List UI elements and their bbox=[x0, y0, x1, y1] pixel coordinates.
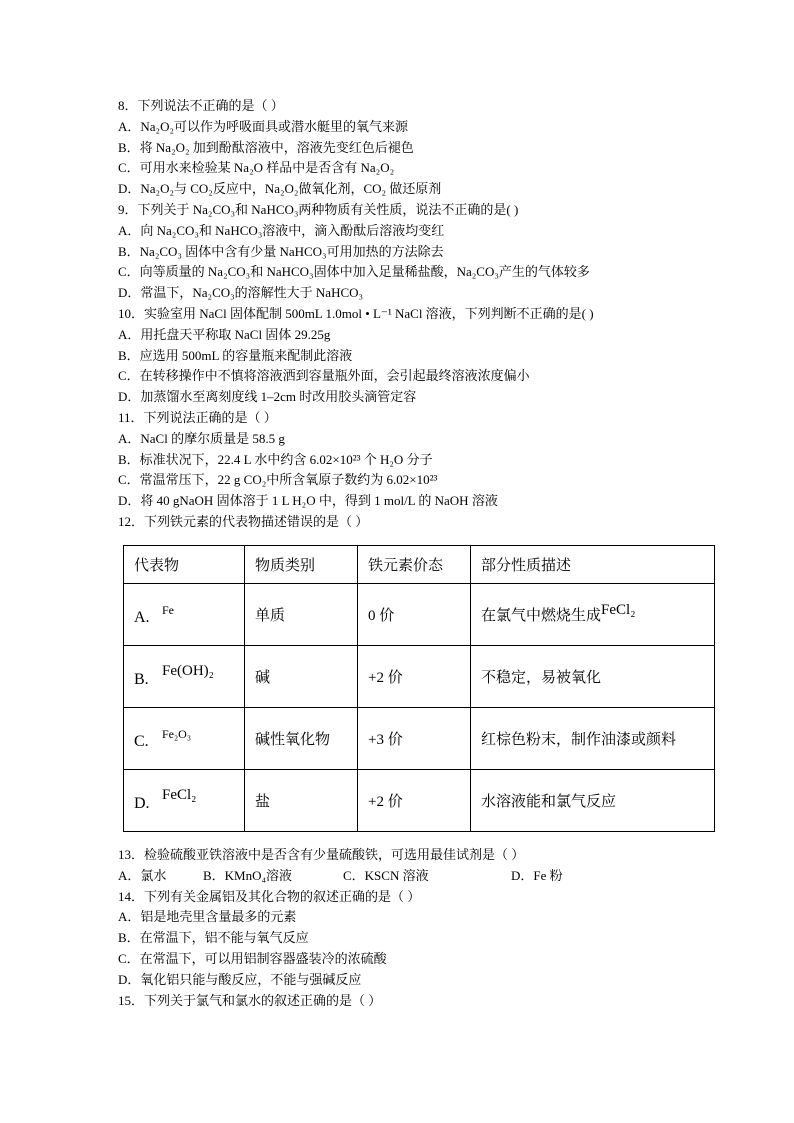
question-14-option-c: C．在常温下，可以用铝制容器盛装冷的浓硫酸 bbox=[118, 950, 387, 966]
question-13-option-a: A．氯水 bbox=[118, 867, 167, 883]
question-9-option-b: B．Na₂CO₃ 固体中含有少量 NaHCO₃可用加热的方法除去 bbox=[118, 243, 444, 259]
representative-cell bbox=[124, 708, 245, 770]
iron-compounds-table-wrapper bbox=[123, 545, 677, 832]
questions-13-to-15 bbox=[118, 845, 563, 1011]
question-8-option-b: B．将 Na₂O₂ 加到酚酞溶液中，溶液先变红色后褪色 bbox=[118, 139, 414, 155]
question-11-option-c: C．常温常压下，22 g CO₂中所含氧原子数约为 6.02×10²³ bbox=[118, 472, 438, 488]
valence-cell: 0 价 bbox=[358, 584, 471, 646]
table-header-cell: 铁元素价态 bbox=[358, 546, 471, 584]
table-row bbox=[124, 770, 715, 832]
option-label: A. bbox=[134, 608, 150, 626]
description-text: 在氯气中燃烧生成 bbox=[481, 608, 602, 624]
table-header-cell: 部分性质描述 bbox=[471, 546, 715, 584]
question-13-option-c: C．KSCN 溶液 bbox=[343, 867, 429, 883]
question-9-option-d: D．常温下，Na₂CO₃的溶解性大于 NaHCO₃ bbox=[118, 285, 364, 301]
question-15-stem: 15．下列关于氯气和氯水的叙述正确的是（ ） bbox=[118, 992, 382, 1008]
description-formula: FeCl₂ bbox=[601, 602, 636, 618]
option-label: D. bbox=[134, 794, 150, 812]
question-10-stem: 10．实验室用 NaCl 固体配制 500mL 1.0mol • L⁻¹ NaCl 溶液，下列判断不正确的是( ) bbox=[118, 305, 594, 321]
description-cell bbox=[471, 584, 715, 646]
question-11-stem: 11．下列说法正确的是（ ） bbox=[118, 409, 277, 425]
question-11-option-b: B．标准状况下，22.4 L 水中约含 6.02×10²³ 个 H₂O 分子 bbox=[118, 451, 433, 467]
question-11-option-d: D．将 40 gNaOH 固体溶于 1 L H₂O 中，得到 1 mol/L 的 NaOH 溶液 bbox=[118, 493, 498, 509]
table-row bbox=[124, 708, 715, 770]
question-13-stem: 13．检验硫酸亚铁溶液中是否含有少量硫酸铁，可选用最佳试剂是（ ） bbox=[118, 847, 525, 862]
table-header-cell: 代表物 bbox=[124, 546, 245, 584]
description-cell bbox=[471, 770, 715, 832]
chemical-formula: Fe₂O₃ bbox=[162, 726, 192, 741]
question-8-option-d: D．Na₂O₂与 CO₂反应中，Na₂O₂做氧化剂，CO₂ 做还原剂 bbox=[118, 181, 442, 197]
category-cell: 碱性氧化物 bbox=[245, 708, 358, 770]
question-10-option-b: B．应选用 500mL 的容量瓶来配制此溶液 bbox=[118, 347, 353, 363]
description-text: 不稳定，易被氧化 bbox=[481, 670, 602, 686]
category-cell: 单质 bbox=[245, 584, 358, 646]
option-label: C. bbox=[134, 732, 149, 750]
question-11-option-a: A．NaCl 的摩尔质量是 58.5 g bbox=[118, 430, 285, 446]
question-14-option-a: A．铝是地壳里含量最多的元素 bbox=[118, 909, 297, 925]
valence-cell: +2 价 bbox=[358, 646, 471, 708]
representative-cell bbox=[124, 584, 245, 646]
description-text: 水溶液能和氯气反应 bbox=[481, 794, 617, 810]
questions-8-to-12 bbox=[118, 96, 594, 533]
question-10-option-c: C．在转移操作中不慎将溶液洒到容量瓶外面，会引起最终溶液浓度偏小 bbox=[118, 368, 530, 384]
question-8-option-a: A．Na₂O₂可以作为呼吸面具或潜水艇里的氧气来源 bbox=[118, 118, 408, 134]
table-header-row bbox=[124, 546, 715, 584]
valence-cell: +3 价 bbox=[358, 708, 471, 770]
question-9-option-a: A．向 Na₂CO₃和 NaHCO₃溶液中，滴入酚酞后溶液均变红 bbox=[118, 222, 445, 238]
question-14-option-b: B．在常温下，铝不能与氧气反应 bbox=[118, 930, 309, 946]
representative-cell bbox=[124, 770, 245, 832]
question-10-option-a: A．用托盘天平称取 NaCl 固体 29.25g bbox=[118, 326, 331, 342]
description-cell bbox=[471, 646, 715, 708]
table-header-cell: 物质类别 bbox=[245, 546, 358, 584]
question-12-stem: 12．下列铁元素的代表物描述错误的是（ ） bbox=[118, 513, 369, 529]
question-14-stem: 14．下列有关金属铝及其化合物的叙述正确的是（ ） bbox=[118, 888, 421, 904]
question-9-stem: 9．下列关于 Na₂CO₃和 NaHCO₃两种物质有关性质，说法不正确的是( ) bbox=[118, 201, 519, 217]
description-text: 红棕色粉末，制作油漆或颜料 bbox=[481, 732, 677, 748]
category-cell: 碱 bbox=[245, 646, 358, 708]
table-row bbox=[124, 646, 715, 708]
question-9-option-c: C．向等质量的 Na₂CO₃和 NaHCO₃固体中加入足量稀盐酸，Na₂CO₃产生的气体较多 bbox=[118, 264, 590, 280]
table-row bbox=[124, 584, 715, 646]
question-13-option-b: B．KMnO₄溶液 bbox=[203, 867, 293, 883]
question-8-option-c: C．可用水来检验某 Na₂O 样品中是否含有 Na₂O₂ bbox=[118, 160, 395, 176]
representative-cell bbox=[124, 646, 245, 708]
option-label: B. bbox=[134, 670, 149, 688]
chemical-formula: Fe bbox=[162, 602, 174, 617]
chemical-formula: Fe(OH)₂ bbox=[162, 662, 214, 679]
question-13-option-d: D．Fe 粉 bbox=[511, 867, 563, 883]
chemical-formula: FeCl₂ bbox=[162, 786, 197, 803]
iron-compounds-table bbox=[123, 545, 715, 832]
category-cell: 盐 bbox=[245, 770, 358, 832]
question-13-options bbox=[118, 866, 563, 887]
question-8-stem: 8．下列说法不正确的是（ ） bbox=[118, 98, 284, 113]
description-cell bbox=[471, 708, 715, 770]
valence-cell: +2 价 bbox=[358, 770, 471, 832]
question-10-option-d: D．加蒸馏水至离刻度线 1–2cm 时改用胶头滴管定容 bbox=[118, 389, 417, 405]
question-14-option-d: D．氧化铝只能与酸反应，不能与强碱反应 bbox=[118, 971, 362, 987]
